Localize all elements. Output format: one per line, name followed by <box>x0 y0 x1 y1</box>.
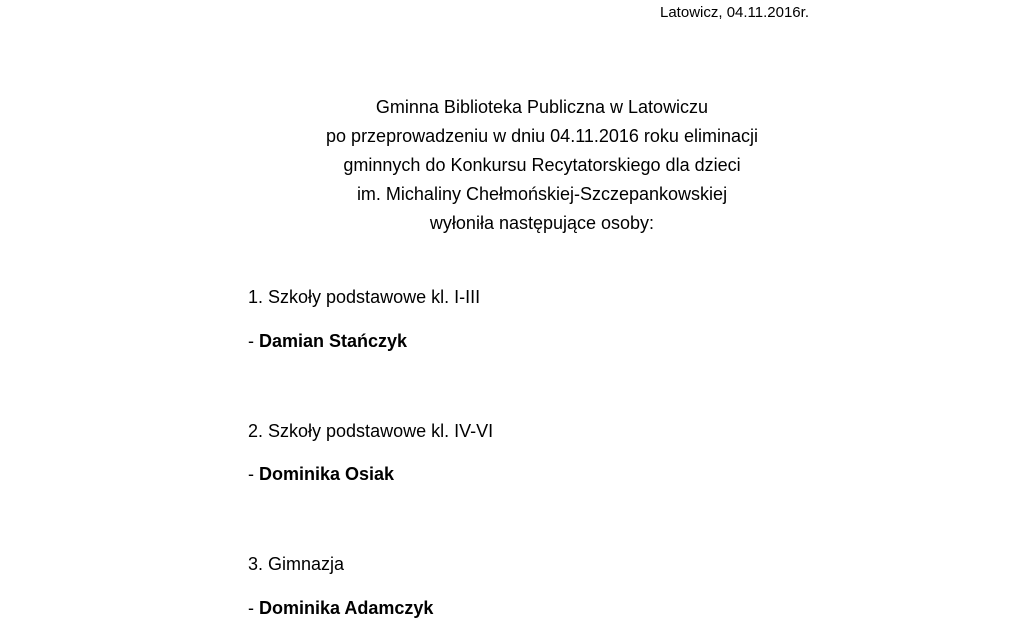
winner-dash: - <box>248 331 259 351</box>
winner-name: Dominika Adamczyk <box>259 598 434 618</box>
winner-line <box>248 331 407 352</box>
winner-name: Damian Stańczyk <box>259 331 408 351</box>
category-heading: 2. Szkoły podstawowe kl. IV-VI <box>248 421 494 441</box>
intro-line: gminnych do Konkursu Recytatorskiego dla dzieci <box>343 155 741 175</box>
intro-paragraph <box>0 93 1024 238</box>
intro-line: im. Michaliny Chełmońskiej-Szczepankowskiej <box>356 184 728 204</box>
intro-line: po przeprowadzeniu w dniu 04.11.2016 roku eliminacji <box>326 126 758 146</box>
intro-line: wyłoniła następujące osoby: <box>429 213 655 233</box>
winner-dash: - <box>248 464 259 484</box>
category-heading: 3. Gimnazja <box>248 554 345 574</box>
winner-dash: - <box>248 598 259 618</box>
date-line: Latowicz, 04.11.2016r. <box>660 4 809 21</box>
category-heading: 1. Szkoły podstawowe kl. I-III <box>248 287 481 307</box>
winner-line <box>248 598 433 619</box>
winner-name: Dominika Osiak <box>259 464 395 484</box>
winner-line <box>248 464 394 485</box>
intro-line: Gminna Biblioteka Publiczna w Latowiczu <box>375 97 709 117</box>
